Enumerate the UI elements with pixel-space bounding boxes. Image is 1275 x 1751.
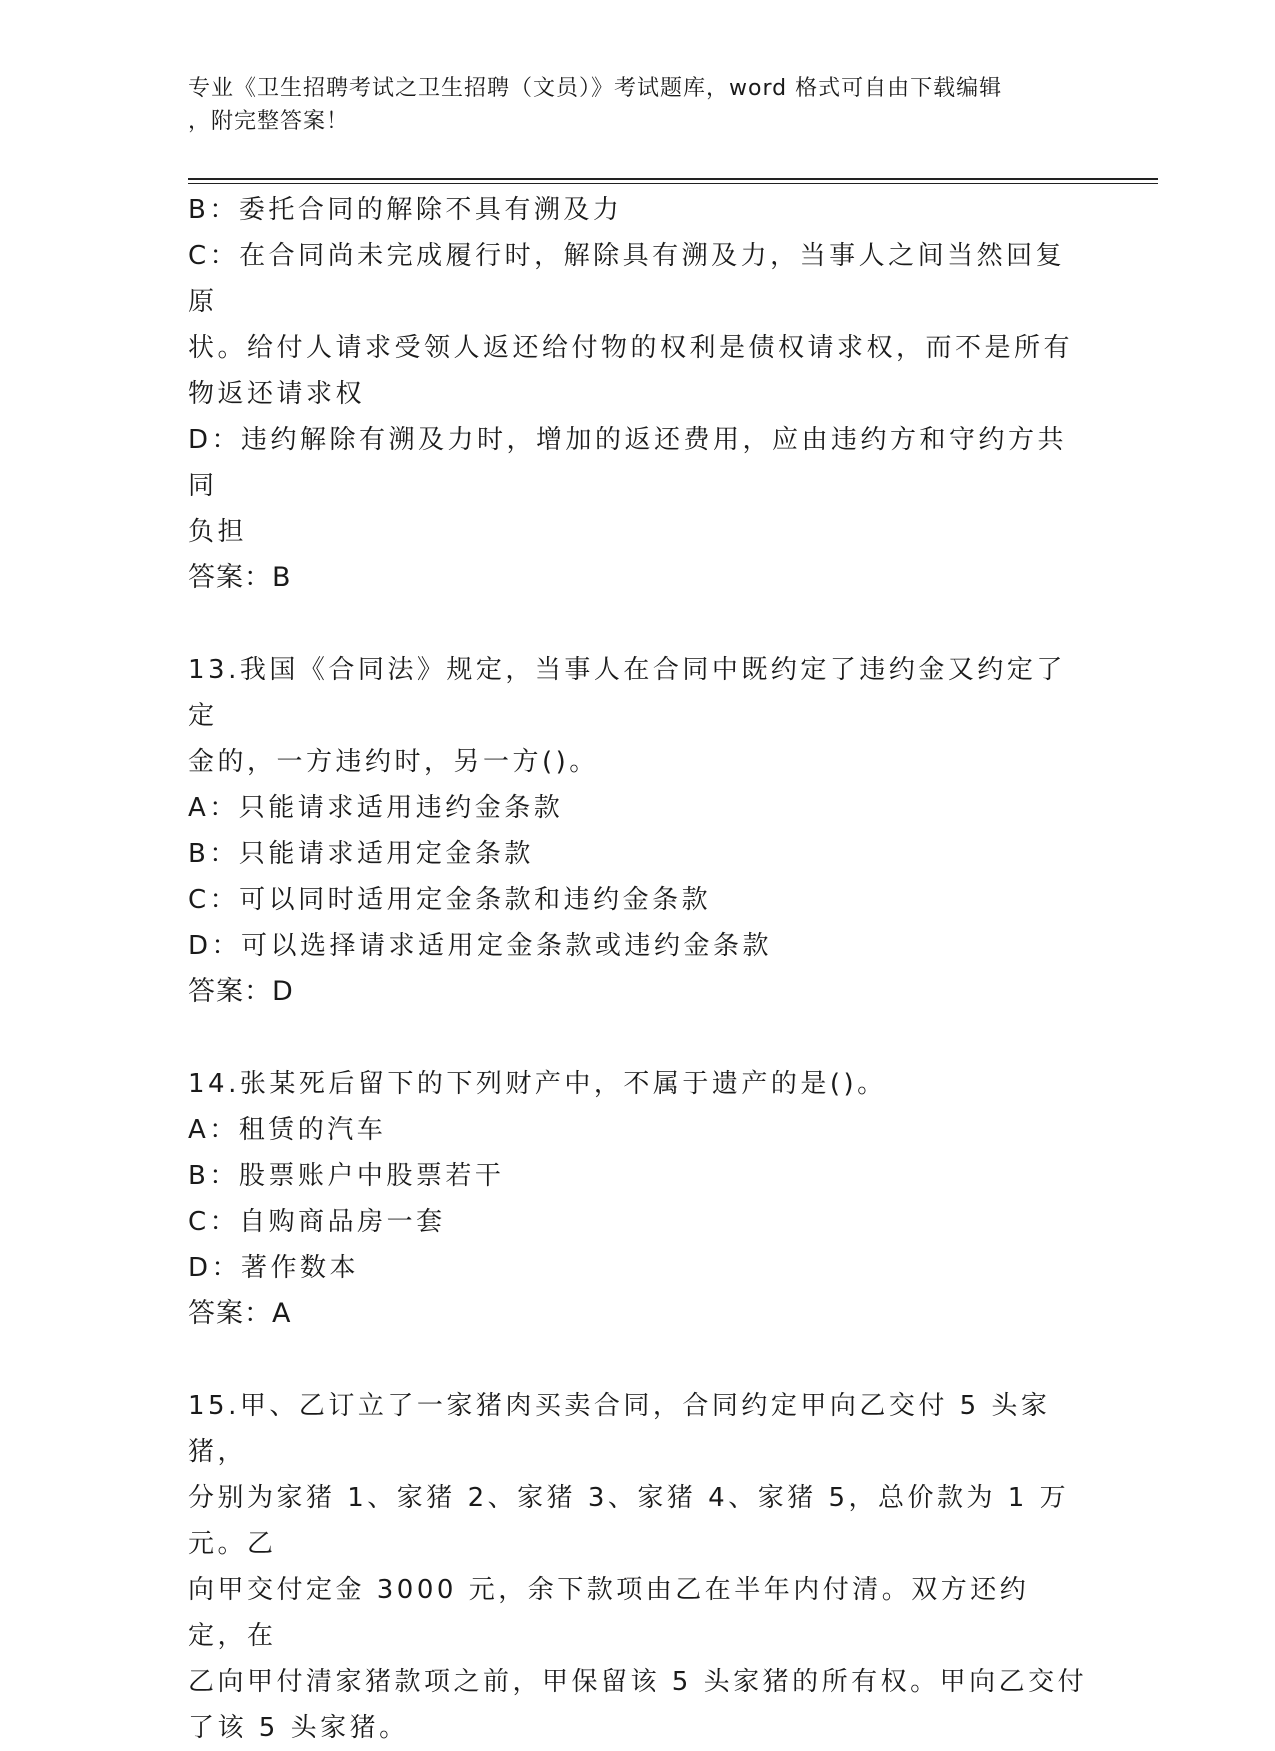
- question-12-continued: [188, 187, 1088, 601]
- question-stem-continued: 向甲交付定金 3000 元，余下款项由乙在半年内付清。双方还约定，在: [188, 1575, 1030, 1651]
- spacer: [188, 1015, 1088, 1061]
- question-stem-continued: 金的，一方违约时，另一方()。: [188, 747, 599, 777]
- option-b: B：股票账户中股票若干: [188, 1161, 505, 1191]
- header-line-2: ，附完整答案！: [188, 109, 350, 134]
- question-stem-continued: 分别为家猪 1、家猪 2、家猪 3、家猪 4、家猪 5，总价款为 1 万元。乙: [188, 1483, 1070, 1559]
- answer: 答案：A: [188, 1298, 292, 1329]
- question-stem: 14.张某死后留下的下列财产中，不属于遗产的是()。: [188, 1069, 887, 1099]
- option-d: D：著作数本: [188, 1253, 360, 1283]
- question-13: [188, 647, 1088, 1015]
- spacer: [188, 1337, 1088, 1383]
- question-stem-continued: 乙向甲付清家猪款项之前，甲保留该 5 头家猪的所有权。甲向乙交付: [188, 1667, 1088, 1697]
- option-c: C：在合同尚未完成履行时，解除具有溯及力，当事人之间当然回复原: [188, 241, 1066, 317]
- option-c-continued: 物返还请求权: [188, 379, 366, 409]
- question-stem-continued: 了该 5 头家猪。: [188, 1713, 409, 1743]
- option-d: D：可以选择请求适用定金条款或违约金条款: [188, 931, 773, 961]
- header-rule-thick: [188, 178, 1158, 180]
- question-15: [188, 1383, 1088, 1751]
- question-14: [188, 1061, 1088, 1337]
- option-d-continued: 负担: [188, 517, 248, 547]
- header-line-1: 专业《卫生招聘考试之卫生招聘（文员）》考试题库，word 格式可自由下载编辑: [188, 76, 1003, 101]
- document-body: [188, 187, 1088, 1751]
- option-c-continued: 状。给付人请求受领人返还给付物的权利是债权请求权，而不是所有: [188, 333, 1074, 363]
- header-rule-thin: [188, 183, 1158, 184]
- option-c: C：自购商品房一套: [188, 1207, 446, 1237]
- option-a: A：只能请求适用违约金条款: [188, 793, 564, 823]
- option-d: D：违约解除有溯及力时，增加的返还费用，应由违约方和守约方共同: [188, 425, 1068, 501]
- spacer: [188, 601, 1088, 647]
- option-c: C：可以同时适用定金条款和违约金条款: [188, 885, 712, 915]
- option-a: A：租赁的汽车: [188, 1115, 387, 1145]
- question-stem: 13.我国《合同法》规定，当事人在合同中既约定了违约金又约定了定: [188, 655, 1066, 731]
- question-stem: 15.甲、乙订立了一家猪肉买卖合同，合同约定甲向乙交付 5 头家猪，: [188, 1391, 1051, 1467]
- document-header: [188, 72, 1068, 138]
- answer: 答案：D: [188, 976, 294, 1007]
- option-b: B：委托合同的解除不具有溯及力: [188, 195, 623, 225]
- answer: 答案：B: [188, 562, 292, 593]
- option-b: B：只能请求适用定金条款: [188, 839, 534, 869]
